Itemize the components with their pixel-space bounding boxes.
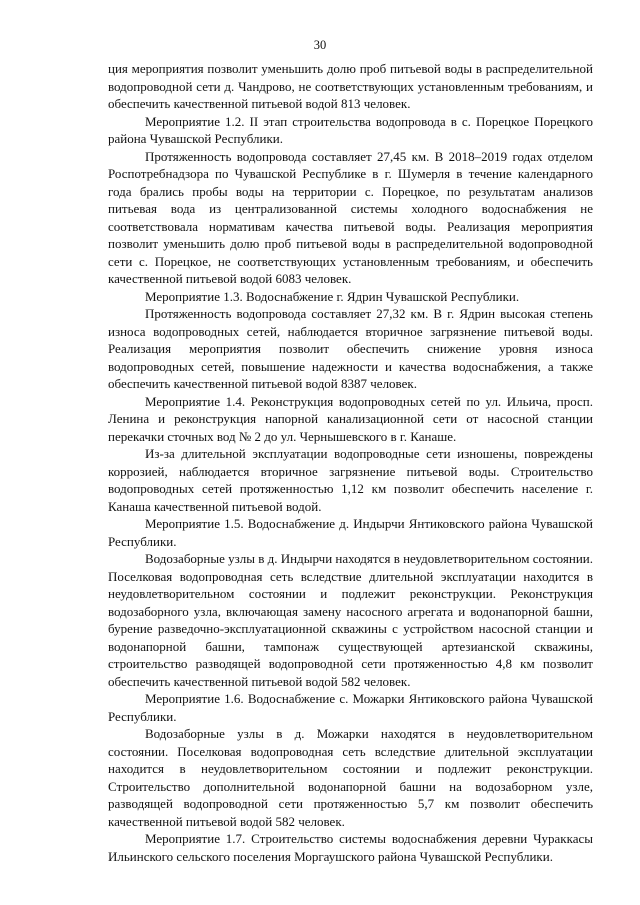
- measure-1-5-description: Водозаборные узлы в д. Индырчи находятся в неудовлетворительном состоянии. Поселковая водопроводная сеть вследствие длительной эксплуатации находится в неудовлетворительном состоянии и подлежит реконструкции. Реконструкция водозаборного узла, включающая замену насосного агрегата и водонапорной башни, бурение разведочно-эксплуатационной скважины с устройством насосной станции и водонапорной башни, тампонаж существующей артезианской скважины, строительство разводящей водопроводной сети протяженностью 4,8 км позволит обеспечить качественной питьевой водой 582 человек.: [108, 551, 593, 689]
- measure-1-4-description: Из-за длительной эксплуатации водопроводные сети изношены, повреждены коррозией, наблюдается вторичное загрязнение питьевой воды. Строительство водопроводных сетей протяженностью 1,12 км позволит обеспечить население г. Канаша качественной питьевой водой.: [108, 446, 593, 514]
- page-number: 30: [313, 38, 327, 52]
- measure-1-6-heading: Мероприятие 1.6. Водоснабжение с. Можарки Янтиковского района Чувашской Республики.: [108, 691, 593, 724]
- measure-1-5-heading: Мероприятие 1.5. Водоснабжение д. Индырчи Янтиковского района Чувашской Республики.: [108, 516, 593, 549]
- paragraph-continuation: ция мероприятия позволит уменьшить долю проб питьевой воды в распределительной водопроводной сети д. Чандрово, не соответствующих установленным требованиям, и обеспечить качественной питьевой водой 813 человек.: [108, 61, 593, 111]
- measure-1-3-description: Протяженность водопровода составляет 27,32 км. В г. Ядрин высокая степень износа водопроводных сетей, наблюдается вторичное загрязнение питьевой воды. Реализация мероприятия позволит обеспечить снижение уровня износа водопроводных сетей, повышение надежности и качества водоснабжения, а также обеспечить качественной питьевой водой 8387 человек.: [108, 306, 593, 391]
- measure-1-2-heading: Мероприятие 1.2. II этап строительства водопровода в с. Порецкое Порецкого района Чувашской Республики.: [108, 113, 593, 146]
- measure-1-2-description: Протяженность водопровода составляет 27,45 км. В 2018–2019 годах отделом Роспотребнадзора по Чувашской Республике в г. Шумерля в течение календарного года брались пробы воды на территории с. Порецкое, по результатам анализов питьевая вода из централизованной системы холодного водоснабжения не соответствовала нормативам качества питьевой воды. Реализация мероприятия позволит уменьшить долю проб питьевой воды в распределительной водопроводной сети с. Порецкое, не соответствующих установленным требованиям, и обеспечить качественной питьевой водой 6083 человек.: [108, 148, 593, 286]
- measure-1-3-heading: Мероприятие 1.3. Водоснабжение г. Ядрин Чувашской Республики.: [145, 288, 520, 304]
- measure-1-7-heading: Мероприятие 1.7. Строительство системы водоснабжения деревни Чураккасы Ильинского сельского поселения Моргаушского района Чувашской Республики.: [108, 831, 593, 864]
- measure-1-6-description: Водозаборные узлы в д. Можарки находятся в неудовлетворительном состоянии. Поселковая водопроводная сеть вследствие длительной эксплуатации находится в неудовлетворительном состоянии и подлежит реконструкции. Строительство дополнительной водонапорной башни на водозаборном узле, разводящей водопроводной сети протяженностью 5,7 км позволит обеспечить качественной питьевой водой 582 человек.: [108, 726, 593, 829]
- document-body: [108, 60, 593, 865]
- measure-1-4-heading: Мероприятие 1.4. Реконструкция водопроводных сетей по ул. Ильича, просп. Ленина и реконструкция напорной канализационной сети от насосной станции перекачки сточных вод № 2 до ул. Чернышевского в г. Канаше.: [108, 393, 593, 444]
